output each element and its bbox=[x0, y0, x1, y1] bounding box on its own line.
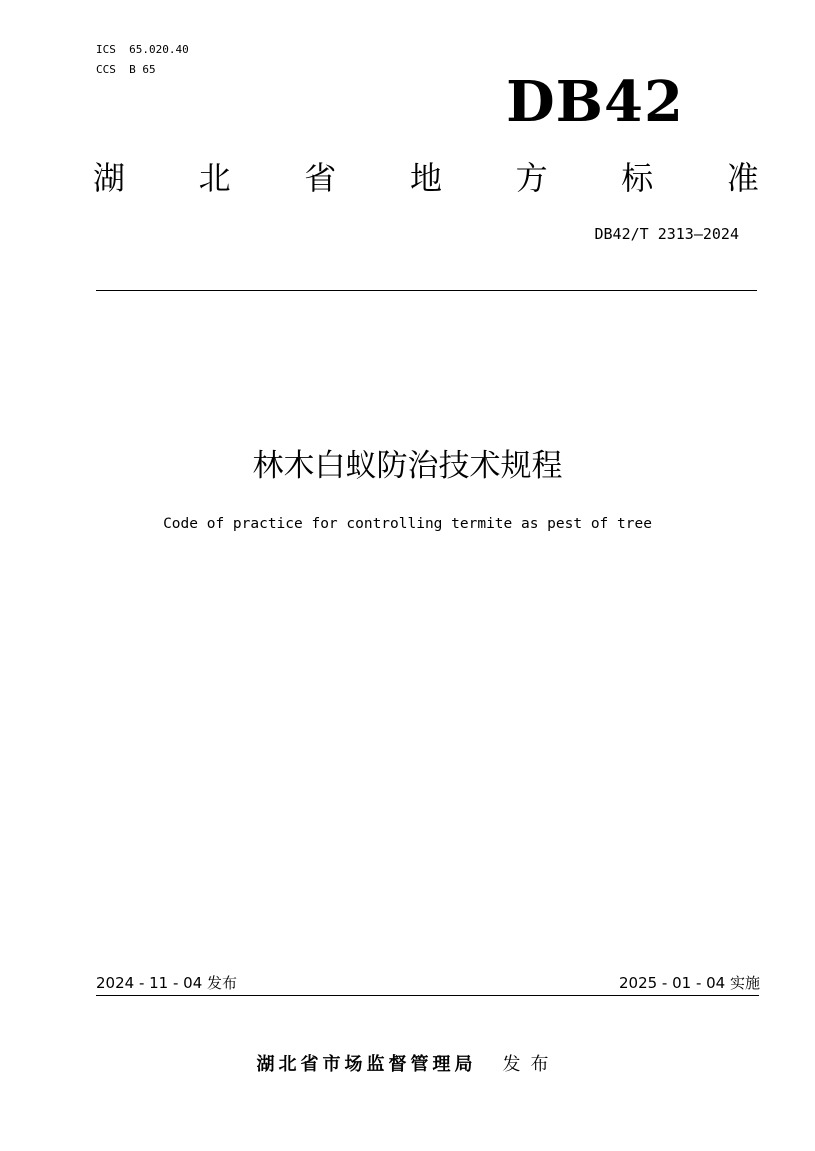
standard-type-char: 北 bbox=[198, 159, 231, 197]
publisher-organization: 湖北省市场监督管理局 bbox=[256, 1054, 477, 1075]
ccs-code: CCS B 65 bbox=[96, 63, 156, 76]
header-divider bbox=[96, 290, 757, 291]
classification-codes bbox=[96, 40, 189, 80]
standard-type-char: 标 bbox=[621, 159, 654, 197]
issue-date: 2024 - 11 - 04 发布 bbox=[96, 974, 238, 992]
document-title-english: Code of practice for controlling termite as pest of tree bbox=[163, 516, 652, 532]
standard-type-char: 湖 bbox=[92, 159, 125, 197]
publish-label: 发布 bbox=[502, 1054, 559, 1075]
standard-mark: DB42 bbox=[506, 69, 684, 135]
publisher-line bbox=[0, 1051, 815, 1079]
standard-type-heading bbox=[86, 155, 766, 201]
standard-type-char: 方 bbox=[515, 159, 548, 197]
standard-number: DB42/T 2313—2024 bbox=[594, 225, 739, 243]
standard-type-char: 准 bbox=[726, 159, 759, 197]
document-title-chinese: 林木白蚁防治技术规程 bbox=[252, 448, 563, 484]
footer-divider bbox=[96, 995, 759, 996]
date-line bbox=[96, 971, 760, 995]
implementation-date: 2025 - 01 - 04 实施 bbox=[618, 974, 760, 992]
standard-type-char: 省 bbox=[304, 159, 337, 197]
standard-type-char: 地 bbox=[409, 159, 442, 197]
ics-code: ICS 65.020.40 bbox=[96, 43, 189, 56]
